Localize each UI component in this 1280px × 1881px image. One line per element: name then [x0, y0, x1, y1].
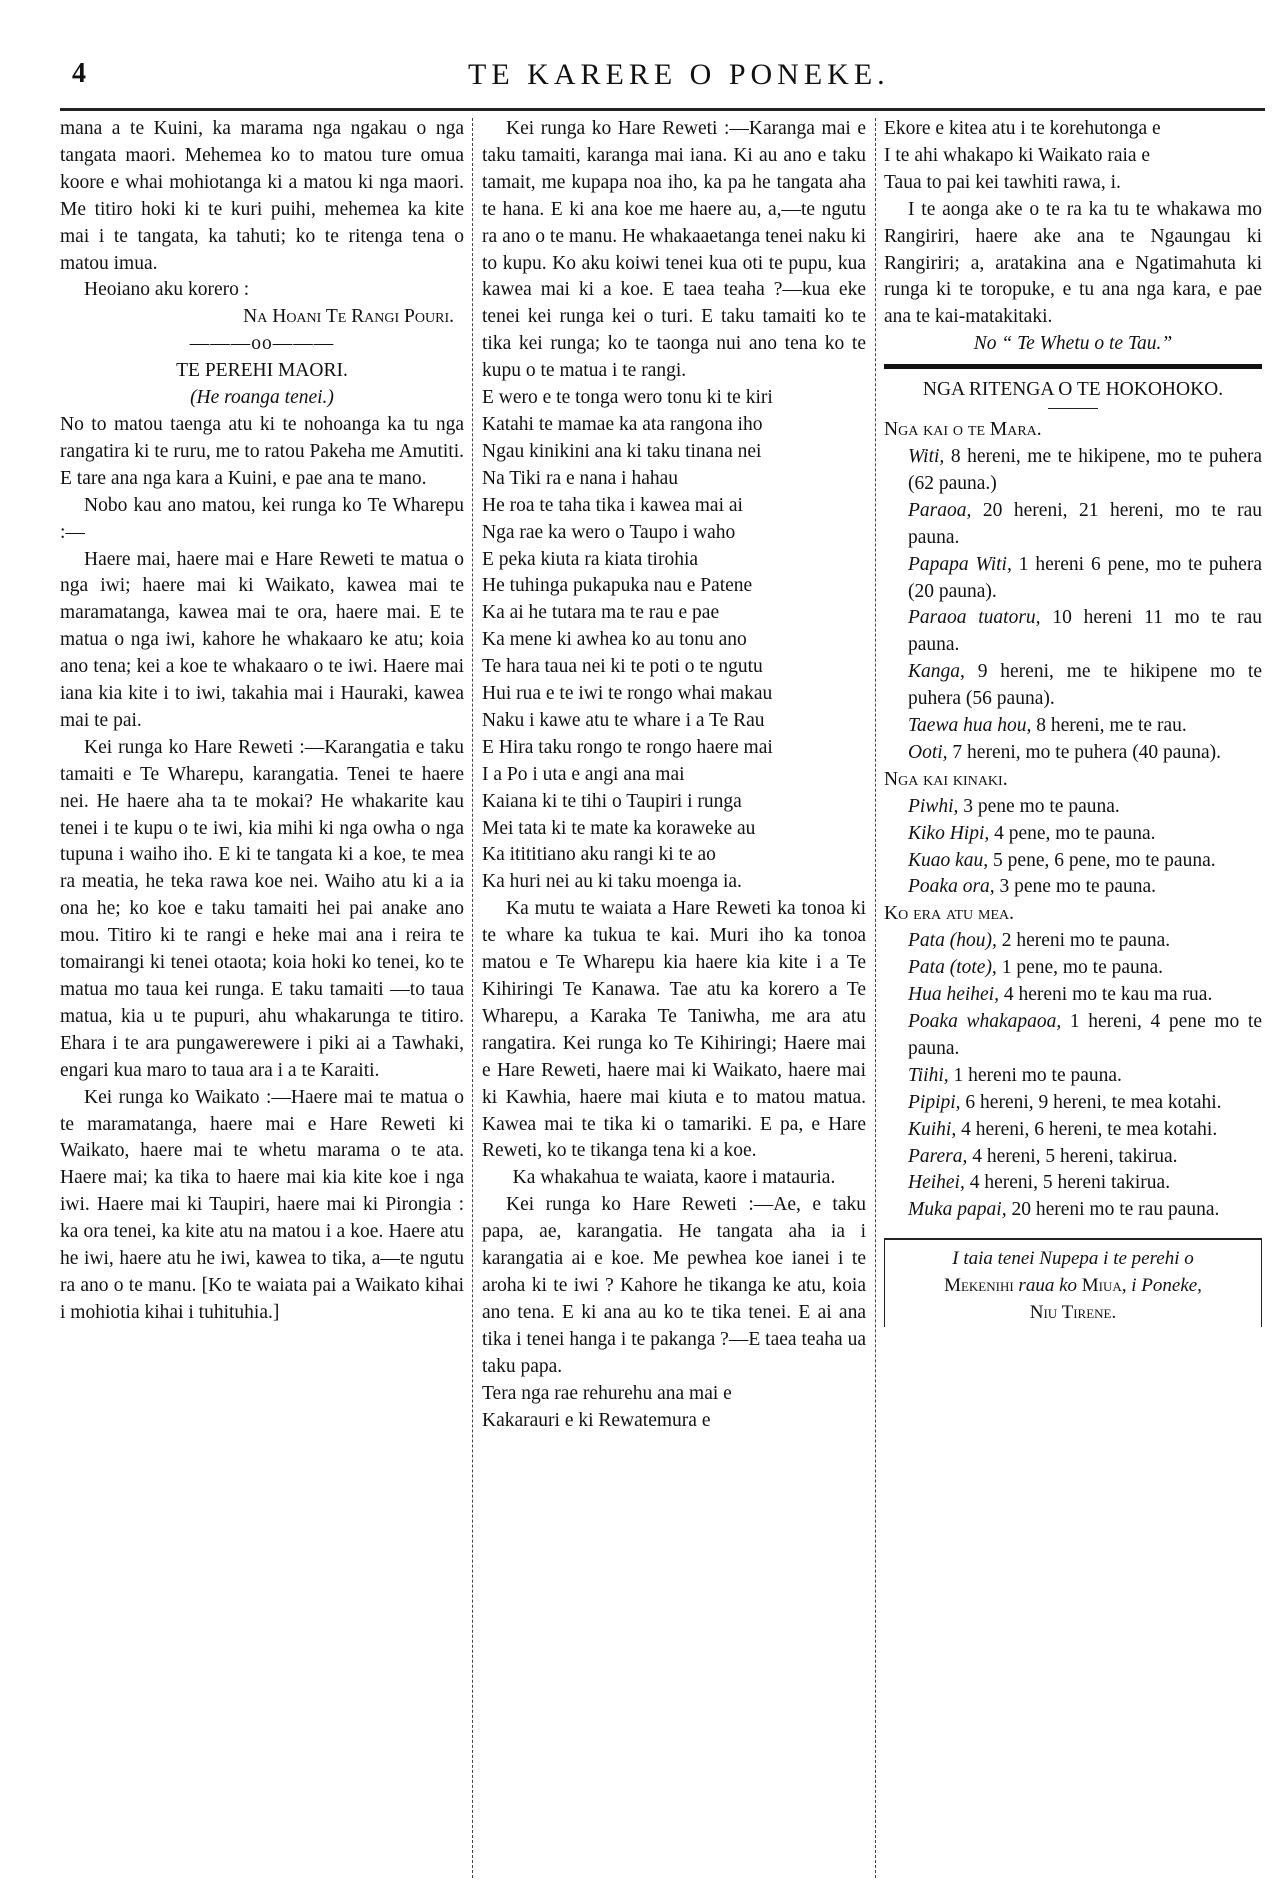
paragraph: mana a te Kuini, ka marama nga ngakau o nga tangata maori. Mehemea ko to matou ture omua koore e whai mohiotanga ki a matou ki nga maori. Me titiro hoki ki te kuri puihi, mehemea ka kite mai i te tangata, ka tahuti; ko te ritenga tena o matou imua.	[60, 118, 464, 274]
price-item	[884, 659, 1262, 713]
paragraph: Kei runga ko Hare Reweti :—Karanga mai e taku tamaiti, karanga mai iana. Ki au ano e taku tamait, me kupapa noa iho, ka pa he tangata aha te hana. E ki ana koe me haere au, a,—te ngutu ra ano o te manu. He whakaaetanga tenei naku ki to kupu. Ko aku koiwi tenei kua oti te pupu, kua kawea mai ki a koe. E taea teaha ?—kua eke tenei kei runga kei o turi. E taku tamaiti ko te tika kei runga; ko te taonga nui ano tena ko te kupu o te matua i te rangi.	[482, 118, 866, 382]
imprint-conj: raua ko	[1013, 1275, 1082, 1297]
price-item	[884, 713, 1262, 740]
item-name: Paraoa tuatoru,	[908, 607, 1041, 629]
price-item	[884, 848, 1262, 875]
item-price: 5 pene, 6 pene, mo te pauna.	[988, 849, 1216, 871]
price-item	[884, 928, 1262, 955]
item-name: Paraoa,	[908, 499, 972, 521]
verse-line: Ka mene ki awhea ko au tonu ano	[482, 629, 747, 651]
item-name: Kanga,	[908, 661, 965, 683]
paragraph: Kei runga ko Hare Reweti :—Karangatia e taku tamaiti e Te Wharepu, karangatia. Tenei te haere nei. He haere aha ta te mokai? He whakarite kau tenei i te kupu o te iwi, kia mihi ki nga owha o nga tupuna i waiho iho. E ki te tangata ki a koe, te mea ra meatia, he teka rawa koe nei. Waiho atu ki a ia ona he; ko koe e taku tamaiti hei pai anake ano mou. Titiro ki te rangi e heke mai ana i reira te tomairangi ki tenei otaota; koia hoki ko tenei, ko te matua mo taua kei runga. E taku tamaiti —to taua matua, kia u te pupuri, ahu whakarunga te titiro. Ehara i te ara pungawerewere i piki ai a Tawhaki, engari kua maro to taua ara i a te Karaiti.	[60, 736, 464, 1081]
paragraph: Heoiano aku korero :	[84, 279, 250, 301]
price-item	[884, 1117, 1262, 1144]
heading-text: (He roanga tenei.)	[190, 387, 334, 409]
imprint-box	[884, 1238, 1262, 1327]
paragraph: ———oo———	[189, 333, 335, 355]
heading-text: No “ Te Whetu o te Tau.”	[973, 333, 1173, 355]
item-name: Poaka ora,	[908, 876, 995, 898]
item-price: 4 hereni mo te kau ma rua.	[998, 984, 1213, 1006]
imprint-line: I taia tenei Nupepa i te perehi o	[952, 1248, 1194, 1270]
column-divider	[875, 118, 876, 1878]
newspaper-title: TE KARERE O PONEKE.	[468, 58, 890, 91]
price-item	[884, 955, 1262, 982]
verse-line: Ka itititiano aku rangi ki te ao	[482, 844, 716, 866]
item-name: Parera,	[908, 1145, 968, 1167]
price-item	[884, 982, 1262, 1009]
item-name: Witi,	[908, 445, 945, 467]
price-item	[884, 1170, 1262, 1197]
item-price: 20 hereni mo te rau pauna.	[1006, 1199, 1220, 1221]
column-3	[884, 116, 1262, 1327]
item-name: Piwhi,	[908, 795, 959, 817]
verse-line: E Hira taku rongo te rongo haere mai	[482, 736, 773, 758]
market-section-title: Nga kai kinaki.	[884, 768, 1008, 790]
paragraph: Nobo kau ano matou, kei runga ko Te Wharepu :—	[60, 494, 464, 543]
price-item	[884, 1009, 1262, 1063]
item-name: Pipipi,	[908, 1091, 961, 1113]
price-item	[884, 794, 1262, 821]
verse-line: Mei tata ki te mate ka koraweke au	[482, 817, 756, 839]
short-rule	[1048, 408, 1098, 409]
verse-line: He tuhinga pukapuka nau e Patene	[482, 575, 753, 597]
verse-line: Kakarauri e ki Rewatemura e	[482, 1409, 711, 1431]
verse-line: Ekore e kitea atu i te korehutonga e	[884, 118, 1161, 139]
paragraph: Haere mai, haere mai e Hare Reweti te matua o nga iwi; haere mai ki Waikato, kawea mai te maramatanga, kawea mai te ora, haere mai. E te matua o nga iwi, kahore he whakaaro ke atu; koia ano tena; kei a koe te whakaaro o te iwi. Haere mai iana kia kite i to iwi, takahia mai i Hauraki, kawea mai te pai.	[60, 548, 464, 731]
item-price: 4 hereni, 5 hereni takirua.	[964, 1172, 1171, 1194]
imprint-country: Niu Tirene.	[1029, 1302, 1117, 1324]
item-name: Pata (tote),	[908, 957, 997, 979]
item-name: Muka papai,	[908, 1199, 1007, 1221]
printer-name: Miua	[1081, 1275, 1122, 1297]
paragraph: Kei runga ko Waikato :—Haere mai te matua o te maramatanga, haere mai e Hare Reweti ki Waikato, haere mai te whetu marama o te ata. Haere mai; ka tika to haere mai kia kite koe i nga iwi. Haere mai ki Taupiri, haere mai ki Pirongia : ka ora tenei, ka kite atu na matou i a koe. Haere atu he iwi, haere atu he iwi, kawea to tika, a—te ngutu ra ano o te manu. [Ko te waiata pai a Waikato kihai i mohiotia kihai i tuhituhia.]	[60, 1086, 464, 1323]
price-item	[884, 874, 1262, 901]
heading-text: Ka whakahua te waiata, kaore i matauria.	[512, 1167, 836, 1189]
column-2	[482, 116, 866, 1434]
verse-line: Nga rae ka wero o Taupo i waho	[482, 521, 736, 543]
verse-line: Ka ai he tutara ma te rau e pae	[482, 602, 720, 624]
item-name: Heihei,	[908, 1172, 965, 1194]
paragraph: Kei runga ko Hare Reweti :—Ae, e taku papa, ae, karangatia. He tangata aha ia i karangatia ai e koe. Me pewhea koe ianei i te aroha ki te iwi ? Kahore he tikanga ke atu, koia ano tena. E ki ana au ko te tika tenei. E ai ana tika i tenei hanga i te pakanga ?—E taea teaha ua taku papa.	[482, 1194, 866, 1377]
item-name: Papapa Witi,	[908, 553, 1012, 575]
item-price: 7 hereni, mo te puhera (40 pauna).	[947, 741, 1221, 763]
masthead	[60, 58, 1260, 98]
item-name: Pata (hou),	[908, 930, 997, 952]
item-price: 2 hereni mo te pauna.	[996, 930, 1171, 952]
printer-name: Mekenihi	[944, 1275, 1014, 1297]
verse-line: I te ahi whakapo ki Waikato raia e	[884, 144, 1151, 166]
verse-line: Tera nga rae rehurehu ana mai e	[482, 1382, 732, 1404]
verse-line: E peka kiuta ra kiata tirohia	[482, 548, 699, 570]
paragraph: Ka mutu te waiata a Hare Reweti ka tonoa ki te whare ka tukua te kai. Muri iho ka tonoa matou e Te Wharepu kia haere kia kite i a Te Kihiringi Te Kanawa. Tae atu ka korero a Te Wharepu, a Karaka Te Taniwha, me ara atu rangatira. Kei runga ko Te Kihiringi; Haere mai e Hare Reweti, haere mai ki Waikato, haere mai ki Kawhia, haere mai kiuta e to matou matua. Kawea mai te tika ki o tamariki. E pa, e Hare Reweti, ko te tikanga tena ki a koe.	[482, 898, 866, 1162]
item-name: Tiihi,	[908, 1064, 949, 1086]
price-item	[884, 1197, 1262, 1224]
price-item	[884, 552, 1262, 606]
price-item	[884, 1090, 1262, 1117]
paragraph: No to matou taenga atu ki te nohoanga ka tu nga rangatira ki te ruru, me to ratou Pakeha me Amutiti. E tare ana nga kara a Kuini, e pae ana te mano.	[60, 413, 464, 489]
price-item	[884, 740, 1262, 767]
item-price: 20 hereni, 21 hereni, mo te rau pauna.	[908, 499, 1262, 548]
item-price: 9 hereni, me te hikipene mo te puhera (56 pauna).	[908, 661, 1262, 710]
verse-line: He roa te taha tika i kawea mai ai	[482, 494, 743, 516]
verse-line: Katahi te mamae ka ata rangona iho	[482, 413, 763, 435]
verse-line: E wero e te tonga wero tonu ki te kiri	[482, 387, 773, 409]
header-rule	[60, 108, 1265, 111]
item-name: Ooti,	[908, 741, 948, 763]
verse-line: Na Tiki ra e nana i hahau	[482, 467, 679, 489]
verse-line: Te hara taua nei ki te poti o te ngutu	[482, 656, 763, 678]
item-price: 1 pene, mo te pauna.	[996, 957, 1164, 979]
heading-text: Na Hoani Te Rangi Pouri.	[243, 306, 454, 328]
item-name: Taewa hua hou,	[908, 715, 1032, 737]
price-item	[884, 605, 1262, 659]
price-item	[884, 498, 1262, 552]
item-name: Kuihi,	[908, 1118, 957, 1140]
section-rule	[884, 364, 1262, 369]
market-section-title: Nga kai o te Mara.	[884, 419, 1042, 441]
column-divider	[472, 118, 473, 1878]
price-item	[884, 1063, 1262, 1090]
market-heading: NGA RITENGA O TE HOKOHOKO.	[922, 379, 1224, 401]
verse-line: Naku i kawe atu te whare i a Te Rau	[482, 709, 765, 731]
heading-text: TE PEREHI MAORI.	[176, 360, 348, 382]
price-item	[884, 821, 1262, 848]
verse-line: Ngau kinikini ana ki taku tinana nei	[482, 440, 762, 462]
item-price: 3 pene mo te pauna.	[958, 795, 1120, 817]
item-price: 4 pene, mo te pauna.	[989, 822, 1156, 844]
imprint-printers	[899, 1273, 1247, 1300]
item-name: Kiko Hipi,	[908, 822, 990, 844]
item-name: Kuao kau,	[908, 849, 989, 871]
paragraph: I te aonga ake o te ra ka tu te whakawa mo Rangiriri, haere ake ana te Ngaungau ki Rangiriri; a, aratakina ana e Ngatimahuta ki runga ki te toropuke, e tu ana nga kara, e pae ana te kai-matakitaki.	[884, 198, 1262, 328]
item-price: 4 hereni, 5 hereni, takirua.	[967, 1145, 1178, 1167]
column-1	[60, 116, 464, 1327]
item-price: 1 hereni 6 pene, mo te puhera (20 pauna).	[908, 553, 1262, 602]
verse-line: Taua to pai kei tawhiti rawa, i.	[884, 171, 1121, 193]
item-price: 1 hereni mo te pauna.	[948, 1064, 1122, 1086]
item-name: Hua heihei,	[908, 984, 999, 1006]
imprint-place: , i Poneke,	[1121, 1275, 1202, 1297]
item-price: 1 hereni, 4 pene mo te pauna.	[908, 1011, 1262, 1059]
verse-line: I a Po i uta e angi ana mai	[482, 763, 685, 785]
verse-line: Hui rua e te iwi te rongo whai makau	[482, 683, 773, 705]
item-price: 4 hereni, 6 hereni, te mea kotahi.	[956, 1118, 1218, 1140]
verse-line: Kaiana ki te tihi o Taupiri i runga	[482, 790, 742, 812]
item-price: 8 hereni, me te rau.	[1031, 715, 1187, 737]
item-price: 10 hereni 11 mo te rau pauna.	[908, 607, 1262, 656]
item-name: Poaka whakapaoa,	[908, 1011, 1062, 1032]
page-number: 4	[72, 58, 86, 89]
item-price: 6 hereni, 9 hereni, te mea kotahi.	[960, 1091, 1222, 1113]
item-price: 8 hereni, me te hikipene, mo te puhera (62 pauna.)	[908, 445, 1262, 494]
item-price: 3 pene mo te pauna.	[994, 876, 1157, 898]
price-item	[884, 1144, 1262, 1171]
market-section-title: Ko era atu mea.	[884, 903, 1015, 925]
price-item	[884, 444, 1262, 498]
verse-line: Ka huri nei au ki taku moenga ia.	[482, 871, 742, 893]
